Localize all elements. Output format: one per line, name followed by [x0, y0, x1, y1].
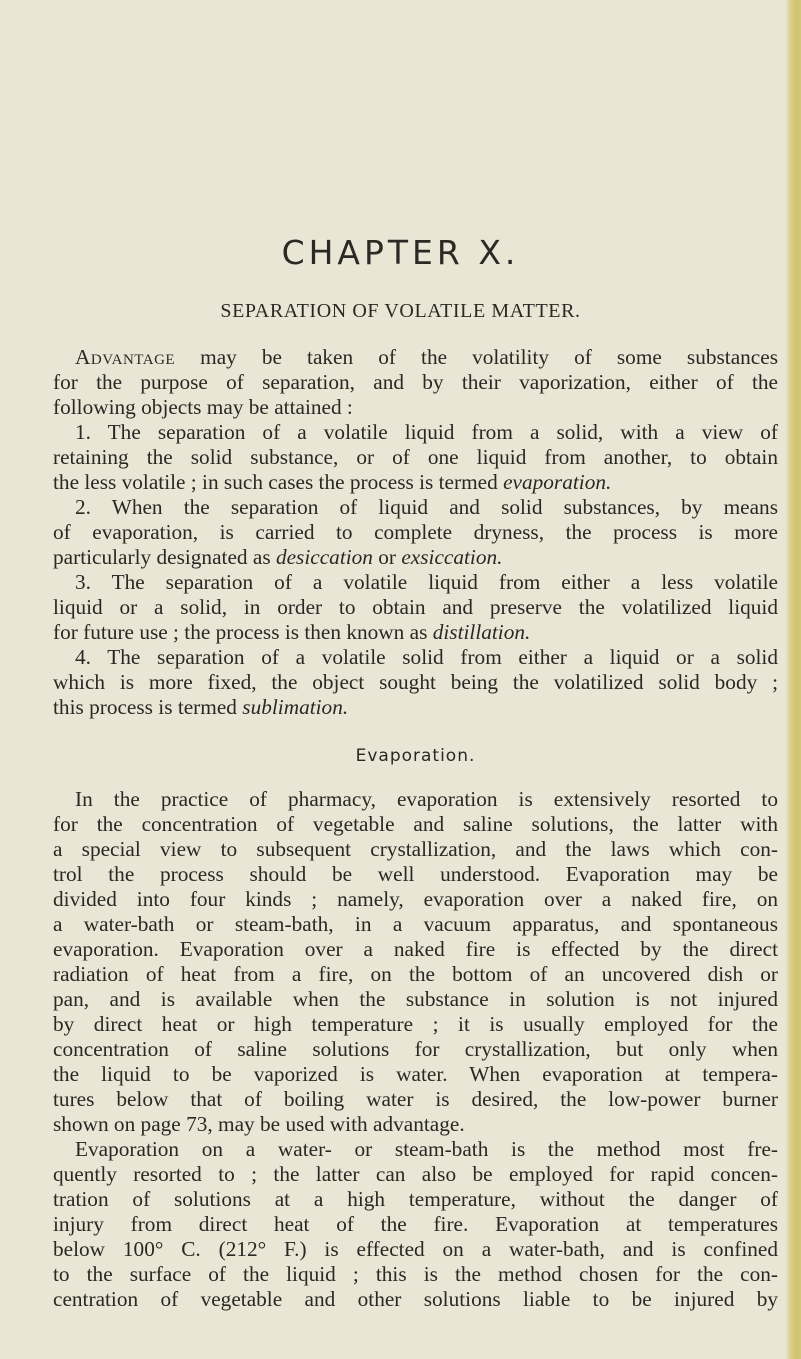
- item-3-line-3: [53, 620, 778, 645]
- item-2-line-1: 2. When the separation of liquid and solid substances, by means: [75, 495, 778, 519]
- intro-line: [53, 345, 778, 370]
- term-sublimation: sublimation.: [242, 695, 349, 719]
- term-evaporation: evaporation.: [503, 470, 612, 494]
- para2-line: quently resorted to ; the latter can also be employed for rapid concen-: [53, 1162, 778, 1186]
- term-exsiccation: exsiccation.: [401, 545, 503, 569]
- para1-line: radiation of heat from a fire, on the bottom of an uncovered dish or: [53, 962, 778, 986]
- item-1-line-2: retaining the solid substance, or of one liquid from another, to obtain: [53, 445, 778, 469]
- item-2-line-2: of evaporation, is carried to complete dryness, the process is more: [53, 520, 778, 544]
- para1-line: shown on page 73, may be used with advantage.: [53, 1112, 465, 1136]
- para1-line: trol the process should be well understood. Evaporation may be: [53, 862, 778, 886]
- section-heading: SEPARATION OF VOLATILE MATTER.: [220, 300, 581, 322]
- intro-line-1: may be taken of the volatility of some substances: [175, 345, 778, 369]
- para2-line: centration of vegetable and other solutions liable to be injured by: [53, 1287, 778, 1311]
- para2-line: to the surface of the liquid ; this is the method chosen for the con-: [53, 1262, 778, 1286]
- item-4-line-2: which is more fixed, the object sought being the volatilized solid body ;: [53, 670, 778, 694]
- item-3-line-1: 3. The separation of a volatile liquid from either a less volatile: [75, 570, 778, 594]
- para1-line: a water-bath or steam-bath, in a vacuum apparatus, and spontaneous: [53, 912, 778, 936]
- item-3-text: for future use ; the process is then known as: [53, 620, 433, 644]
- item-1-line-3: [53, 470, 778, 495]
- intro-lead: Advantage: [75, 345, 176, 369]
- item-2-or: or: [372, 545, 402, 569]
- para1-line: evaporation. Evaporation over a naked fire is effected by the direct: [53, 937, 778, 961]
- para2-line: tration of solutions at a high temperature, without the danger of: [53, 1187, 778, 1211]
- page-edge-shading: [785, 0, 801, 1359]
- para1-line: pan, and is available when the substance in solution is not injured: [53, 987, 778, 1011]
- term-distillation: distillation.: [432, 620, 531, 644]
- item-3-line-2: liquid or a solid, in order to obtain and preserve the volatilized liquid: [53, 595, 778, 619]
- item-4-line-3: [53, 695, 778, 720]
- para2-line: below 100° C. (212° F.) is effected on a water-bath, and is confined: [53, 1237, 778, 1261]
- para1-line: In the practice of pharmacy, evaporation is extensively resorted to: [75, 787, 778, 811]
- item-1-text: the less volatile ; in such cases the process is termed: [53, 470, 504, 494]
- para1-line: concentration of saline solutions for crystallization, but only when: [53, 1037, 778, 1061]
- evaporation-heading: Evaporation.: [355, 746, 476, 766]
- para1-line: by direct heat or high temperature ; it is usually employed for the: [53, 1012, 778, 1036]
- para1-line: tures below that of boiling water is desired, the low-power burner: [53, 1087, 778, 1111]
- para1-line: a special view to subsequent crystallization, and the laws which con-: [53, 837, 778, 861]
- para2-line: injury from direct heat of the fire. Evaporation at temperatures: [53, 1212, 778, 1236]
- item-4-text: this process is termed: [53, 695, 243, 719]
- para1-line: for the concentration of vegetable and saline solutions, the latter with: [53, 812, 778, 836]
- intro-line-2: for the purpose of separation, and by their vaporization, either of the: [53, 370, 778, 394]
- item-1-line-1: 1. The separation of a volatile liquid from a solid, with a view of: [75, 420, 778, 444]
- para2-line: Evaporation on a water- or steam-bath is the method most fre-: [75, 1137, 778, 1161]
- item-2-line-3: [53, 545, 778, 570]
- para1-line: divided into four kinds ; namely, evaporation over a naked fire, on: [53, 887, 778, 911]
- term-desiccation: desiccation: [275, 545, 373, 569]
- item-4-line-1: 4. The separation of a volatile solid from either a liquid or a solid: [75, 645, 778, 669]
- chapter-heading: CHAPTER X.: [281, 233, 520, 272]
- para1-line: the liquid to be vaporized is water. When evaporation at tempera-: [53, 1062, 778, 1086]
- intro-line-3: following objects may be attained :: [53, 395, 353, 419]
- item-2-text: particularly designated as: [53, 545, 276, 569]
- body-text: [53, 345, 778, 1312]
